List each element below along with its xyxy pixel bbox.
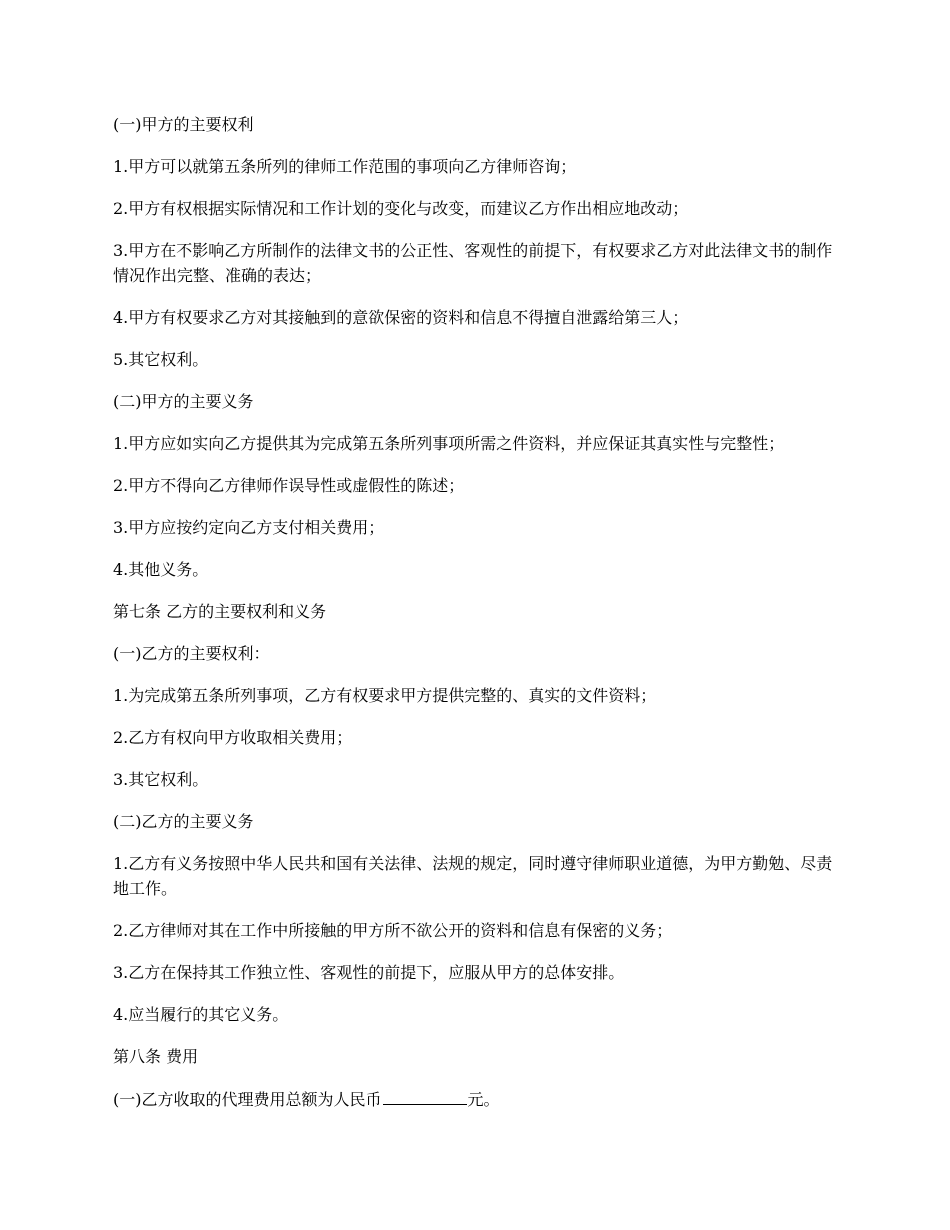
article-heading: 第七条 乙方的主要权利和义务 (113, 602, 327, 621)
clause-paragraph: 3.甲方在不影响乙方所制作的法律文书的公正性、客观性的前提下，有权要求乙方对此法律文书的制作情况作出完整、准确的表达； (113, 241, 833, 285)
clause-paragraph: 1.甲方应如实向乙方提供其为完成第五条所列事项所需之件资料，并应保证其真实性与完整性； (113, 434, 785, 453)
section-heading: (二)甲方的主要义务 (113, 392, 254, 411)
clause-paragraph: 3.其它权利。 (113, 770, 209, 789)
clause-paragraph: 4.其他义务。 (113, 560, 209, 579)
clause-paragraph: 1.甲方可以就第五条所列的律师工作范围的事项向乙方律师咨询； (113, 157, 577, 176)
clause-paragraph: 3.甲方应按约定向乙方支付相关费用； (113, 518, 385, 537)
fee-clause-prefix: (一)乙方收取的代理费用总额为人民币 (113, 1090, 382, 1109)
clause-paragraph: 4.甲方有权要求乙方对其接触到的意欲保密的资料和信息不得擅自泄露给第三人； (113, 308, 689, 327)
clause-paragraph: 2.甲方有权根据实际情况和工作计划的变化与改变，而建议乙方作出相应地改动； (113, 199, 689, 218)
fee-clause (113, 1086, 843, 1112)
clause-paragraph: 2.甲方不得向乙方律师作误导性或虚假性的陈述； (113, 476, 465, 495)
clause-paragraph: 1.乙方有义务按照中华人民共和国有关法律、法规的规定，同时遵守律师职业道德，为甲方勤勉、尽责地工作。 (113, 854, 833, 898)
section-heading: (二)乙方的主要义务 (113, 812, 254, 831)
clause-paragraph: 1.为完成第五条所列事项，乙方有权要求甲方提供完整的、真实的文件资料； (113, 686, 657, 705)
clause-paragraph: 3.乙方在保持其工作独立性、客观性的前提下，应服从甲方的总体安排。 (113, 963, 625, 982)
fee-clause-suffix: 元。 (467, 1090, 500, 1109)
clause-paragraph: 4.应当履行的其它义务。 (113, 1005, 289, 1024)
article-heading: 第八条 费用 (113, 1047, 199, 1066)
section-heading: (一)乙方的主要权利： (113, 644, 270, 663)
section-heading: (一)甲方的主要权利 (113, 115, 254, 134)
clause-paragraph: 2.乙方有权向甲方收取相关费用； (113, 728, 353, 747)
fee-amount-blank (383, 1086, 467, 1105)
clause-paragraph: 2.乙方律师对其在工作中所接触的甲方所不欲公开的资料和信息有保密的义务； (113, 921, 673, 940)
clause-paragraph: 5.其它权利。 (113, 350, 209, 369)
document-body (113, 112, 843, 1129)
